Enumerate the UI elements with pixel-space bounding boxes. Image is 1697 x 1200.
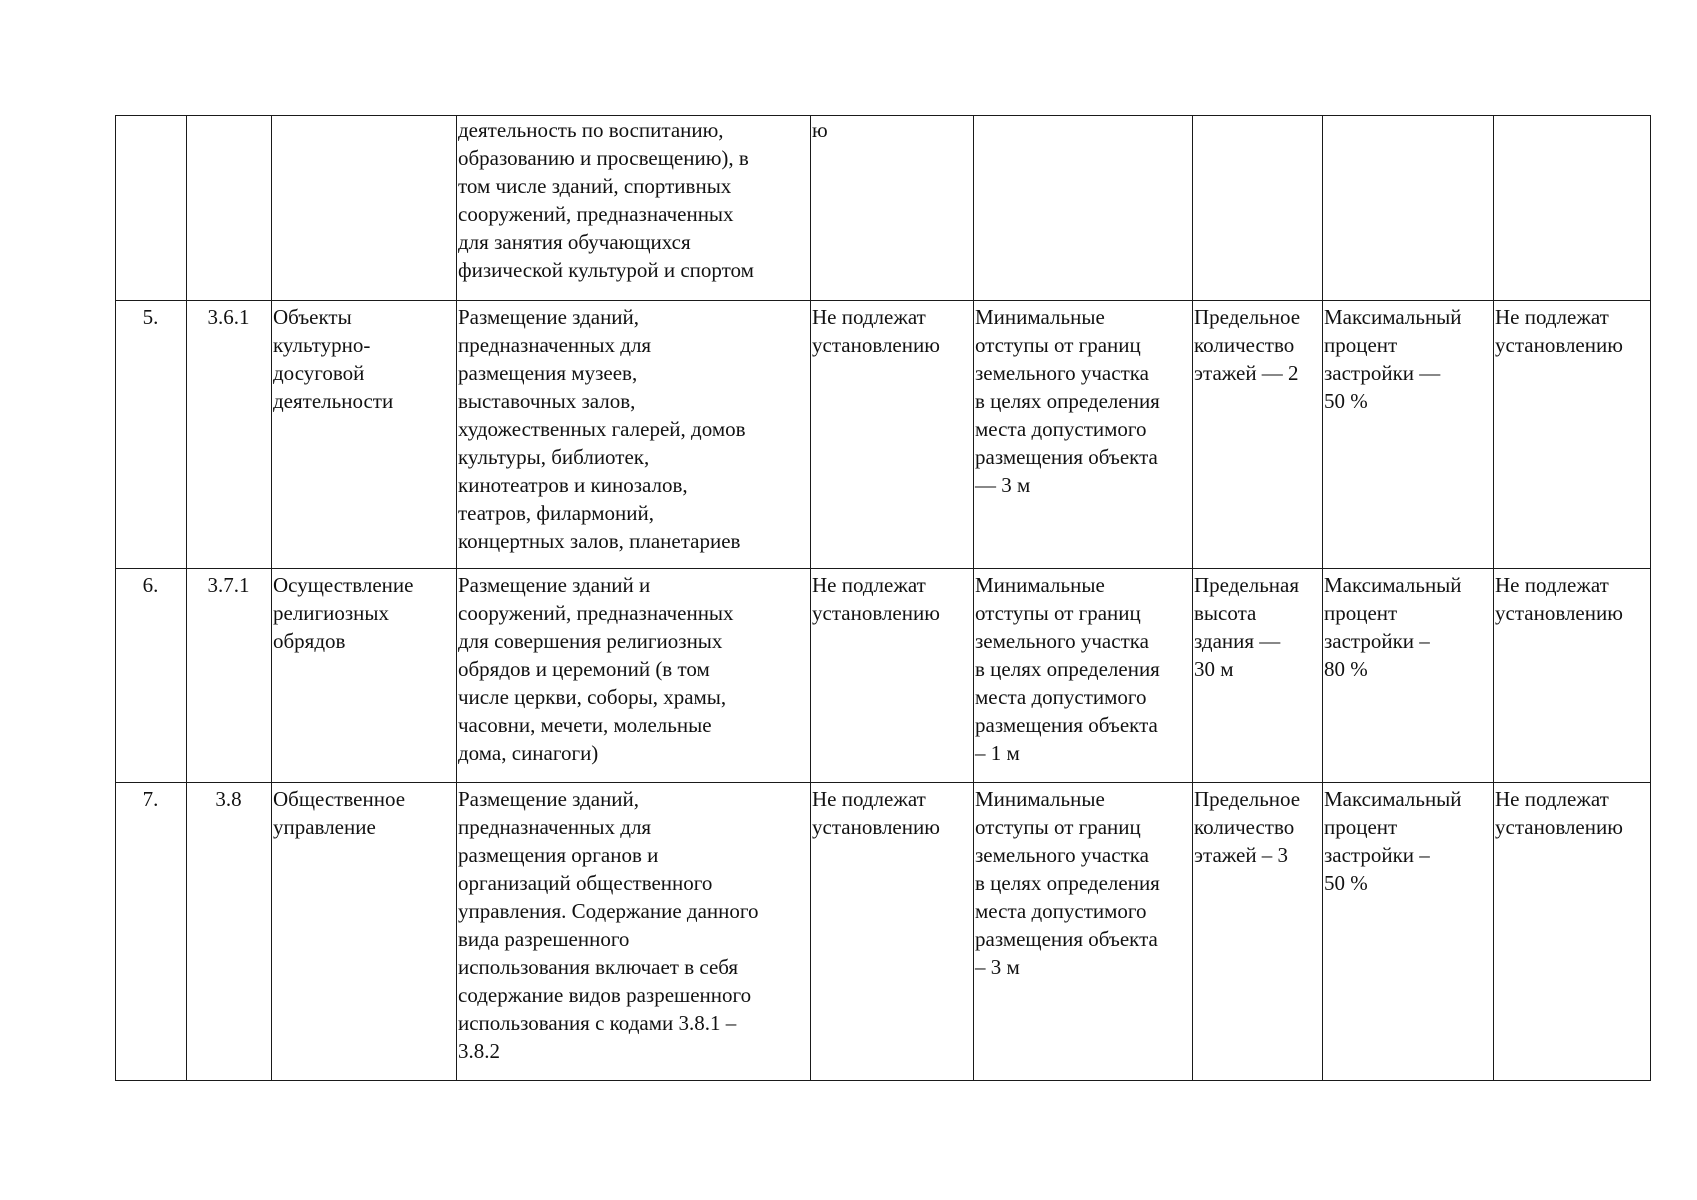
table-row (116, 116, 1651, 301)
land-use-regulations-table (115, 115, 1651, 1081)
floors-height-cell (1193, 116, 1323, 301)
row-number-cell: 5. (116, 301, 187, 569)
floors-height-cell: Предельная высота здания — 30 м (1193, 569, 1323, 783)
row-number-cell (116, 116, 187, 301)
use-description-cell: Размещение зданий, предназначенных для размещения органов и организаций общественного управления. Содержание данного вида разрешенного использования включает в себя содержание видов разрешенного использования с кодами 3.8.1 – 3.8.2 (457, 783, 811, 1081)
building-coverage-cell: Максимальный процент застройки – 50 % (1323, 783, 1494, 1081)
other-params-cell (1494, 116, 1651, 301)
setback-cell: Минимальные отступы от границ земельного участка в целях определения места допустимого размещения объекта – 3 м (974, 783, 1193, 1081)
use-name-cell: Осуществление религиозных обрядов (272, 569, 457, 783)
other-params-cell: Не подлежат установлению (1494, 783, 1651, 1081)
setback-cell (974, 116, 1193, 301)
building-coverage-cell (1323, 116, 1494, 301)
use-name-cell: Общественное управление (272, 783, 457, 1081)
use-description-cell: деятельность по воспитанию, образованию и просвещению), в том числе зданий, спортивных сооружений, предназначенных для занятия обучающихся физической культурой и спортом (457, 116, 811, 301)
setback-cell: Минимальные отступы от границ земельного участка в целях определения места допустимого размещения объекта – 1 м (974, 569, 1193, 783)
plot-size-cell: Не подлежат установлению (811, 569, 974, 783)
plot-size-cell: Не подлежат установлению (811, 783, 974, 1081)
other-params-cell: Не подлежат установлению (1494, 569, 1651, 783)
table-row (116, 301, 1651, 569)
table-row (116, 569, 1651, 783)
floors-height-cell: Предельное количество этажей – 3 (1193, 783, 1323, 1081)
use-code-cell (187, 116, 272, 301)
row-number-cell: 6. (116, 569, 187, 783)
use-description-cell: Размещение зданий и сооружений, предназначенных для совершения религиозных обрядов и церемоний (в том числе церкви, соборы, храмы, часовни, мечети, молельные дома, синагоги) (457, 569, 811, 783)
use-name-cell (272, 116, 457, 301)
floors-height-cell: Предельное количество этажей — 2 (1193, 301, 1323, 569)
plot-size-cell: ю (811, 116, 974, 301)
use-name-cell: Объекты культурно- досуговой деятельности (272, 301, 457, 569)
use-code-cell: 3.8 (187, 783, 272, 1081)
use-code-cell: 3.6.1 (187, 301, 272, 569)
row-number-cell: 7. (116, 783, 187, 1081)
building-coverage-cell: Максимальный процент застройки – 80 % (1323, 569, 1494, 783)
plot-size-cell: Не подлежат установлению (811, 301, 974, 569)
use-description-cell: Размещение зданий, предназначенных для размещения музеев, выставочных залов, художественных галерей, домов культуры, библиотек, кинотеатров и кинозалов, театров, филармоний, концертных залов, планетариев (457, 301, 811, 569)
use-code-cell: 3.7.1 (187, 569, 272, 783)
setback-cell: Минимальные отступы от границ земельного участка в целях определения места допустимого размещения объекта — 3 м (974, 301, 1193, 569)
table-row (116, 783, 1651, 1081)
building-coverage-cell: Максимальный процент застройки — 50 % (1323, 301, 1494, 569)
other-params-cell: Не подлежат установлению (1494, 301, 1651, 569)
